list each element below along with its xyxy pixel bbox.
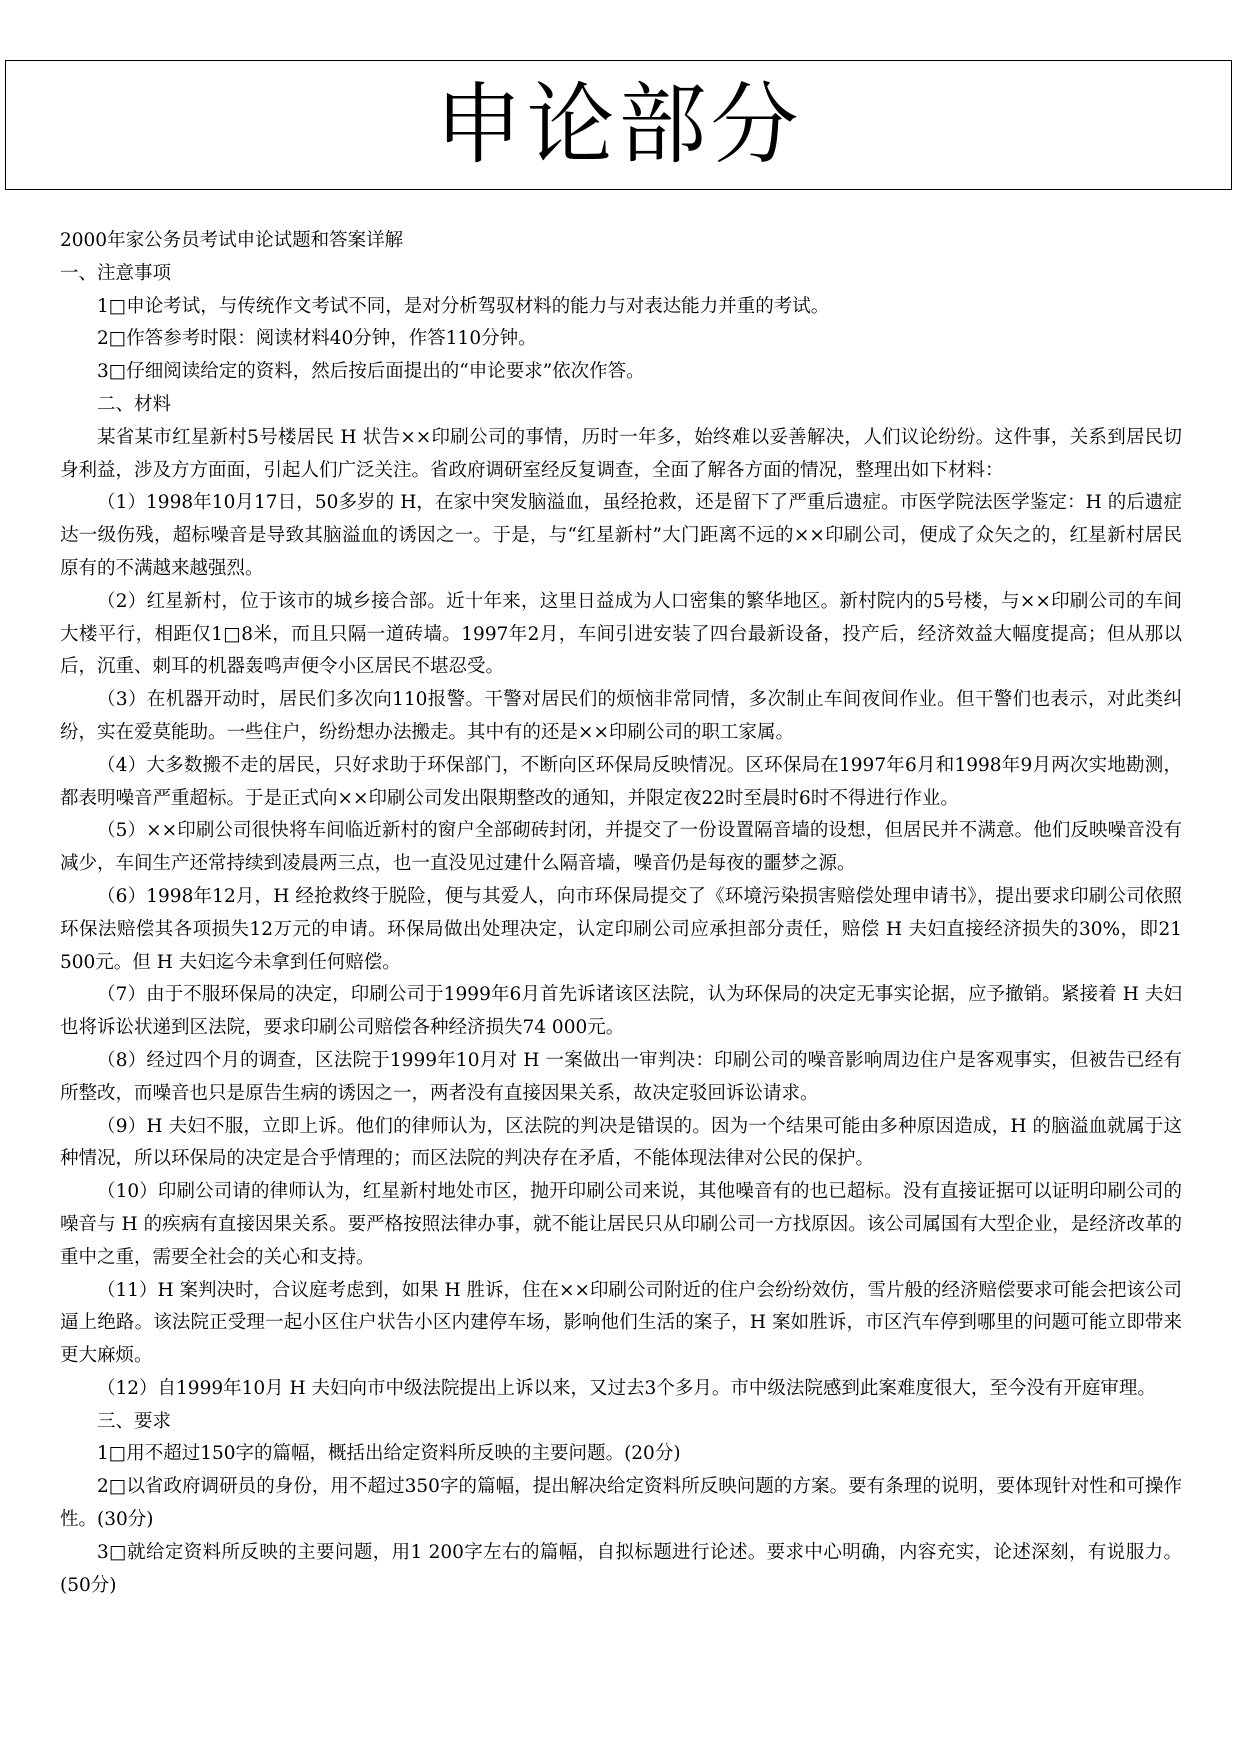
materials-intro: 某省某市红星新村5号楼居民 H 状告××印刷公司的事情，历时一年多，始终难以妥善解决，人们议论纷纷。这件事，关系到居民切身利益，涉及方方面面，引起人们广泛关注。省政府调研室经反复调查，全面了解各方面的情况，整理出如下材料： (60, 426, 1182, 481)
materials-item: （7）由于不服环保局的决定，印刷公司于1999年6月首先诉诸该区法院，认为环保局的决定无事实论据，应予撤销。紧接着 H 夫妇也将诉讼状递到区法院，要求印刷公司赔偿各种经济损失74 000元。 (60, 984, 1182, 1039)
materials-item: （12）自1999年10月 H 夫妇向市中级法院提出上诉以来，又过去3个多月。市中级法院感到此案难度很大，至今没有开庭审理。 (97, 1377, 1156, 1399)
requirements-item: 2□以省政府调研员的身份，用不超过350字的篇幅，提出解决给定资料所反映问题的方案。要有条理的说明，要体现针对性和可操作性。(30分) (60, 1476, 1182, 1531)
document-subtitle: 2000年家公务员考试申论试题和答案详解 (60, 230, 404, 251)
materials-item: （9）H 夫妇不服，立即上诉。他们的律师认为，区法院的判决是错误的。因为一个结果可能由多种原因造成，H 的脑溢血就属于这种情况，所以环保局的决定是合乎情理的；而区法院的判决存在矛盾，不能体现法律对公民的保护。 (60, 1115, 1182, 1170)
requirements-item: 3□就给定资料所反映的主要问题，用1 200字左右的篇幅，自拟标题进行论述。要求中心明确，内容充实，论述深刻，有说服力。(50分) (60, 1541, 1182, 1596)
materials-item: （11）H 案判决时，合议庭考虑到，如果 H 胜诉，住在××印刷公司附近的住户会纷纷效仿，雪片般的经济赔偿要求可能会把该公司逼上绝路。该法院正受理一起小区住户状告小区内建停车场，影响他们生活的案子，H 案如胜诉，市区汽车停到哪里的问题可能立即带来更大麻烦。 (60, 1279, 1182, 1367)
materials-item: （8）经过四个月的调查，区法院于1999年10月对 H 一案做出一审判决：印刷公司的噪音影响周边住户是客观事实，但被告已经有所整改，而噪音也只是原告生病的诱因之一，两者没有直接因果关系，故决定驳回诉讼请求。 (60, 1049, 1182, 1104)
materials-item: （10）印刷公司请的律师认为，红星新村地处市区，抛开印刷公司来说，其他噪音有的也已超标。没有直接证据可以证明印刷公司的噪音与 H 的疾病有直接因果关系。要严格按照法律办事，就不能让居民只从印刷公司一方找原因。该公司属国有大型企业，是经济改革的重中之重，需要全社会的关心和支持。 (60, 1181, 1182, 1268)
notes-item: 2□作答参考时限：阅读材料40分钟，作答110分钟。 (97, 328, 537, 350)
page-title: 申论部分 (434, 73, 803, 176)
section-heading-materials: 二、材料 (97, 393, 172, 415)
materials-item: （5）××印刷公司很快将车间临近新村的窗户全部砌砖封闭，并提交了一份设置隔音墙的设想，但居民并不满意。他们反映噪音没有减少，车间生产还常持续到凌晨两三点，也一直没见过建什么隔音墙，噪音仍是每夜的噩梦之源。 (60, 820, 1182, 875)
materials-item: （2）红星新村，位于该市的城乡接合部。近十年来，这里日益成为人口密集的繁华地区。新村院内的5号楼，与××印刷公司的车间大楼平行，相距仅1□8米，而且只隔一道砖墙。1997年2月，车间引进安装了四台最新设备，投产后，经济效益大幅度提高；但从那以后，沉重、刺耳的机器轰鸣声便令小区居民不堪忍受。 (60, 590, 1182, 678)
notes-item: 1□申论考试，与传统作文考试不同，是对分析驾驭材料的能力与对表达能力并重的考试。 (97, 295, 830, 317)
section-heading-requirements: 三、要求 (97, 1410, 172, 1432)
notes-item: 3□仔细阅读给定的资料，然后按后面提出的“申论要求”依次作答。 (97, 361, 645, 383)
materials-item: （6）1998年12月，H 经抢救终于脱险，便与其爱人，向市环保局提交了《环境污染损害赔偿处理申请书》，提出要求印刷公司依照环保法赔偿其各项损失12万元的申请。环保局做出处理决定，认定印刷公司应承担部分责任，赔偿 H 夫妇直接经济损失的30%，即21 500元。但 H 夫妇迄今未拿到任何赔偿。 (60, 885, 1182, 973)
materials-item: （3）在机器开动时，居民们多次向110报警。干警对居民们的烦恼非常同情，多次制止车间夜间作业。但干警们也表示，对此类纠纷，实在爱莫能助。一些住户，纷纷想办法搬走。其中有的还是××印刷公司的职工家属。 (60, 689, 1182, 743)
requirements-item: 1□用不超过150字的篇幅，概括出给定资料所反映的主要问题。(20分) (97, 1443, 681, 1465)
document-body (60, 225, 1182, 1602)
materials-item: （4）大多数搬不走的居民，只好求助于环保部门，不断向区环保局反映情况。区环保局在1997年6月和1998年9月两次实地勘测，都表明噪音严重超标。于是正式向××印刷公司发出限期整改的通知，并限定夜22时至晨时6时不得进行作业。 (60, 754, 1182, 809)
materials-item: （1）1998年10月17日，50多岁的 H，在家中突发脑溢血，虽经抢救，还是留下了严重后遗症。市医学院法医学鉴定：H 的后遗症达一级伤残，超标噪音是导致其脑溢血的诱因之一。于是，与“红星新村”大门距离不远的××印刷公司，便成了众矢之的，红星新村居民原有的不满越来越强烈。 (60, 492, 1182, 579)
section-heading-notes: 一、注意事项 (60, 262, 172, 284)
title-box (5, 60, 1232, 190)
